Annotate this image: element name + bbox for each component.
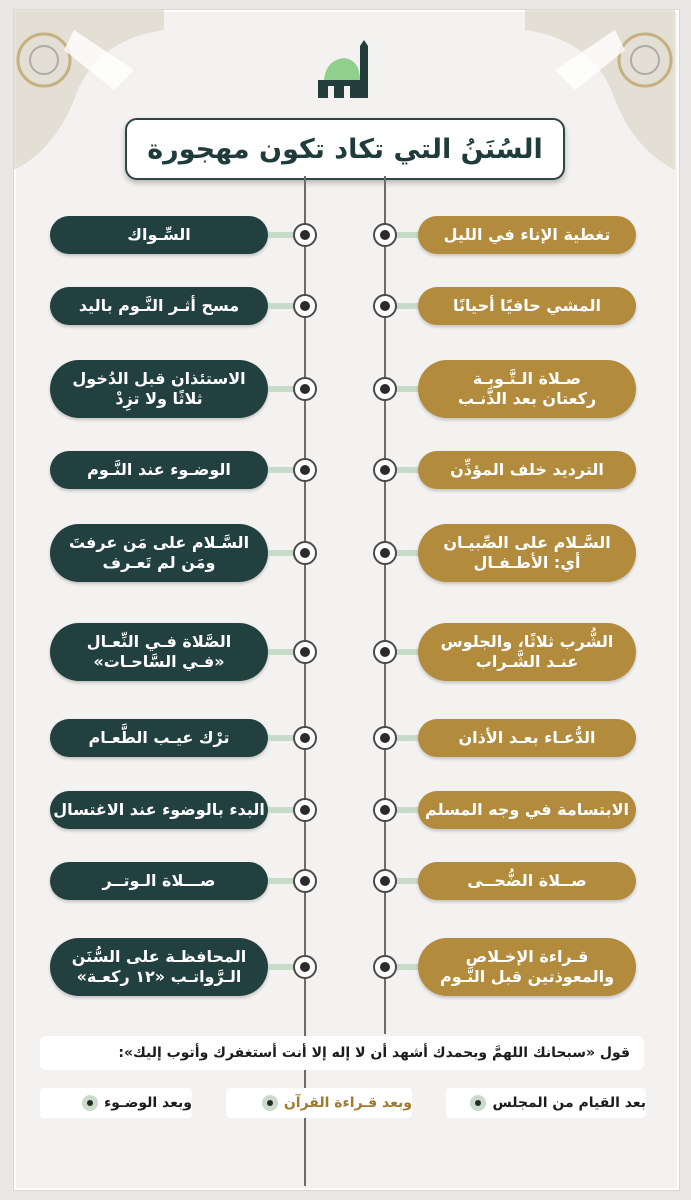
- bullet-icon: [262, 1095, 278, 1111]
- sunnah-item-left: الصَّلاة فـي النِّعـال «فـي السَّاحـات»: [50, 623, 268, 681]
- timeline-dot-icon: [373, 726, 397, 750]
- mosque-icon: [316, 40, 380, 104]
- timeline-dot-icon: [293, 458, 317, 482]
- sunnah-item-left: صـــلاة الـوتــر: [50, 862, 268, 900]
- sunnah-item-right: السَّـلام على الصِّبيـان أي: الأطـفـال: [418, 524, 636, 582]
- timeline-line-left: [304, 176, 306, 1186]
- bullet-icon: [470, 1095, 486, 1111]
- timeline-dot-icon: [293, 640, 317, 664]
- timeline-dot-icon: [373, 541, 397, 565]
- timeline-dot-icon: [293, 726, 317, 750]
- sunnah-item-right: قـراءة الإخـلاص والمعوذتين قبل النَّـوم: [418, 938, 636, 996]
- sunnah-item-left: السَّـلام على مَن عرفتَ ومَن لم تَعـرف: [50, 524, 268, 582]
- bullet-icon: [82, 1095, 98, 1111]
- sunnah-item-left: مسح أثـر النَّـوم باليد: [50, 287, 268, 325]
- timeline-dot-icon: [293, 223, 317, 247]
- occasion-after-majlis: [446, 1088, 646, 1118]
- timeline-dot-icon: [293, 869, 317, 893]
- timeline-dot-icon: [293, 541, 317, 565]
- sunnah-item-right: تغطية الإناء في الليل: [418, 216, 636, 254]
- occasion-after-quran: [226, 1088, 412, 1118]
- timeline-dot-icon: [373, 640, 397, 664]
- timeline-dot-icon: [293, 955, 317, 979]
- sunnah-item-left: المحافظـة على السُّنَن الـرَّواتـب «١٢ ركعـة»: [50, 938, 268, 996]
- sunnah-item-left: الوضـوء عند النَّـوم: [50, 451, 268, 489]
- timeline-dot-icon: [293, 798, 317, 822]
- timeline-dot-icon: [373, 955, 397, 979]
- sunnah-item-right: الشُّرب ثلاثًا، والجلوس عنـد الشَّـراب: [418, 623, 636, 681]
- occasion-label: وبعد قـراءة القرآن: [283, 1095, 412, 1111]
- timeline-dot-icon: [373, 869, 397, 893]
- timeline-dot-icon: [373, 458, 397, 482]
- sunnah-item-right: المشي حافيًا أحيانًا: [418, 287, 636, 325]
- timeline-dot-icon: [373, 294, 397, 318]
- timeline-dot-icon: [293, 377, 317, 401]
- dua-statement: قول «سبحانك اللهمَّ وبحمدك أشهد أن لا إله إلا أنت أستغفرك وأتوب إليك»:: [40, 1036, 644, 1070]
- sunnah-item-left: السِّـواك: [50, 216, 268, 254]
- sunnah-item-right: الابتسامة في وجه المسلم: [418, 791, 636, 829]
- timeline-dot-icon: [293, 294, 317, 318]
- occasion-after-wudu: [40, 1088, 192, 1118]
- sunnah-item-right: صــلاة الضُّحــى: [418, 862, 636, 900]
- page-title: السُنَنُ التي تكاد تكون مهجورة: [125, 118, 565, 180]
- timeline-dot-icon: [373, 223, 397, 247]
- sunnah-item-left: ترْك عيـب الطَّعـام: [50, 719, 268, 757]
- sunnah-item-left: الاستئذان قبل الدُخول ثلاثًا ولا تزِدْ: [50, 360, 268, 418]
- occasion-label: وبعد الوضـوء: [104, 1095, 192, 1111]
- sunnah-item-right: الدُّعـاء بعـد الأذان: [418, 719, 636, 757]
- timeline-dot-icon: [373, 377, 397, 401]
- sunnah-item-right: الترديد خلف المؤذِّن: [418, 451, 636, 489]
- sunnah-item-right: صـلاة الـتَّـوبـة ركعتان بعد الذَّنـب: [418, 360, 636, 418]
- sunnah-item-left: البدء بالوضوء عند الاغتسال: [50, 791, 268, 829]
- frame: [14, 10, 679, 1190]
- timeline-dot-icon: [373, 798, 397, 822]
- occasion-label: بعد القيام من المجلس: [492, 1095, 646, 1111]
